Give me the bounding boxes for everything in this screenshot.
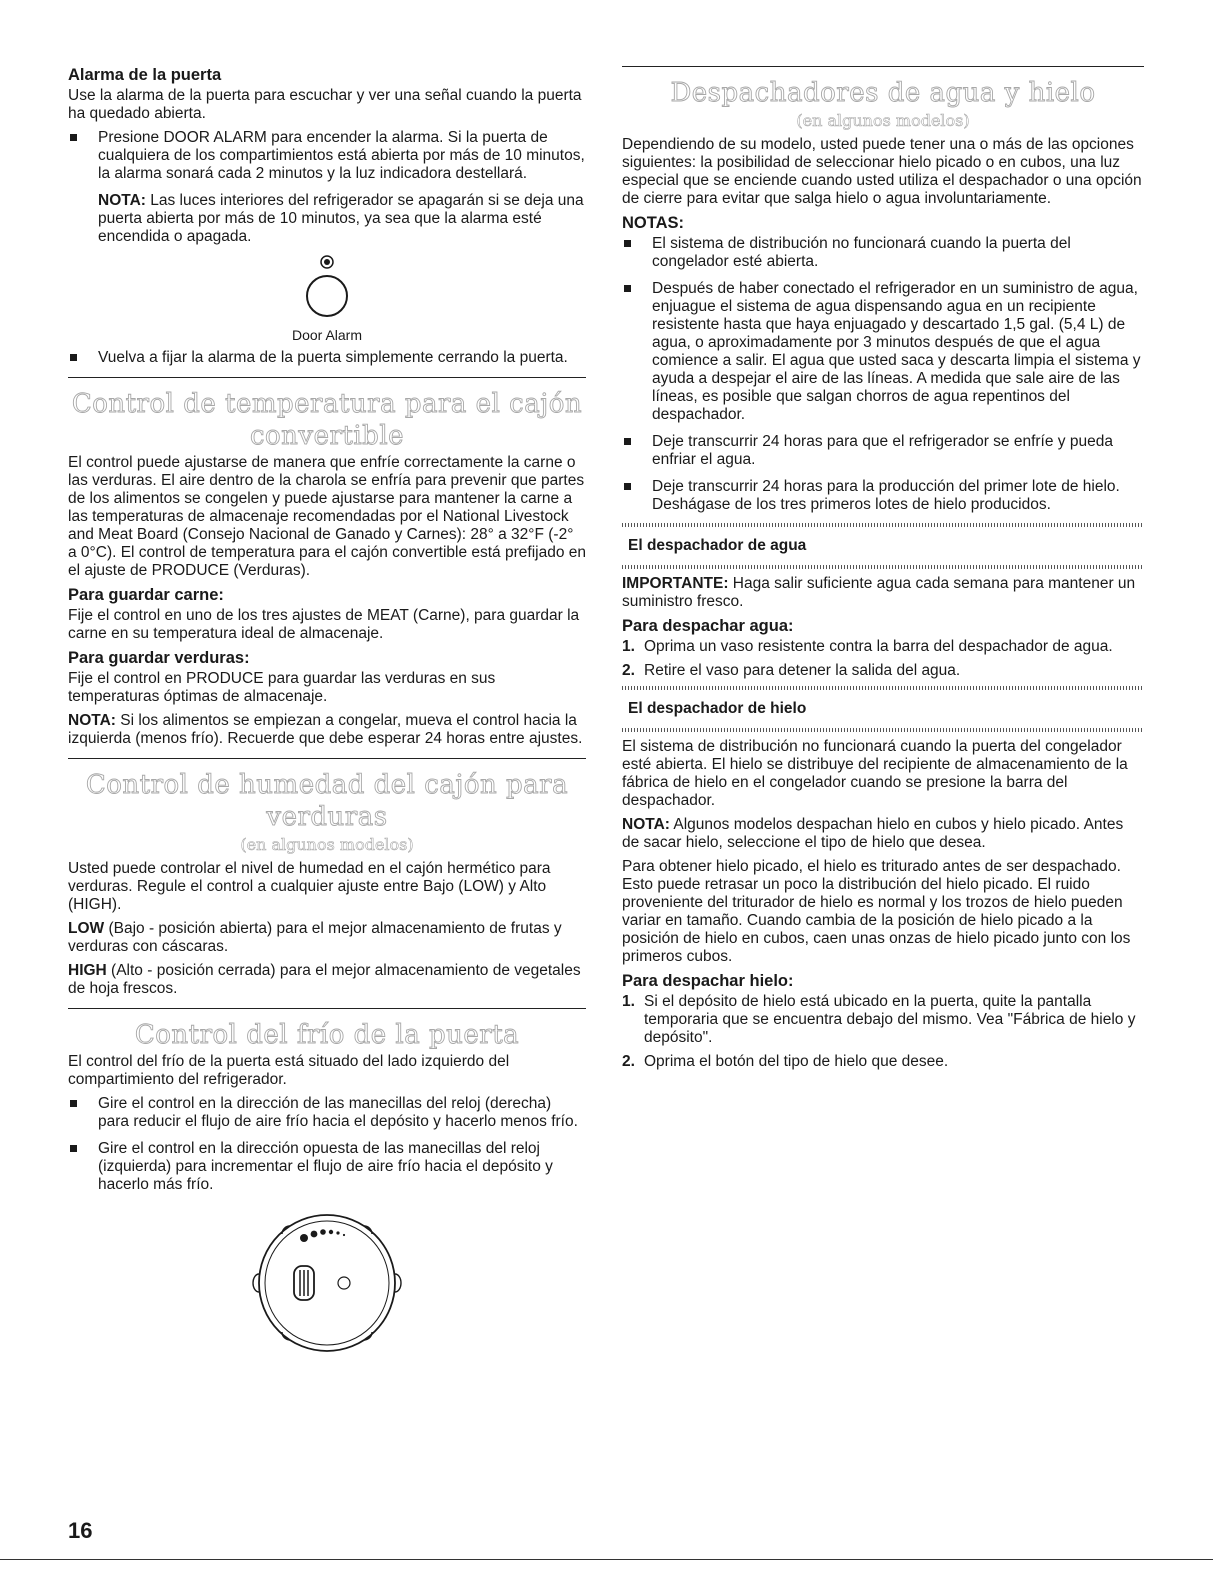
humid-section-title: Control de humedad del cajón para verduras — [85, 770, 569, 832]
dispenser-section-subtitle: (en algunos modelos) — [796, 111, 970, 130]
low-text: LOW (Bajo - posición abierta) para el mejor almacenamiento de frutas y verduras con cáscaras. — [68, 920, 562, 955]
notas-heading: NOTAS: — [622, 214, 685, 232]
ice-note: NOTA: Algunos modelos despachan hielo en cubos y hielo picado. Antes de sacar hielo, seleccione el tipo de hielo que desea. — [622, 816, 1124, 851]
alarm-title: Alarma de la puerta — [68, 66, 222, 84]
ice-dispenser-heading: El despachador de hielo — [628, 700, 807, 717]
nota-3: Deje transcurrir 24 horas para que el refrigerador se enfríe y pueda enfriar el agua. — [622, 433, 1144, 469]
humid-intro: Usted puede controlar el nivel de humedad en el cajón hermético para verduras. Regule el control a cualquier ajuste entre Bajo (LOW) y Alto (HIGH). — [68, 860, 551, 913]
water-steps — [622, 638, 1144, 680]
hatch-rule — [622, 523, 1144, 527]
veg-heading: Para guardar verduras: — [68, 649, 250, 667]
dispenser-intro: Dependiendo de su modelo, usted puede tener una o más de las opciones siguientes: la posibilidad de seleccionar hielo picado o en cubos, una luz especial que se enciende cuando usted utiliza el despachador o una opción de cierre para evitar que salga hielo o agua involuntariamente. — [622, 136, 1142, 207]
hatch-rule — [622, 686, 1144, 690]
right-column — [622, 62, 1144, 1077]
nota-1: El sistema de distribución no funcionará cuando la puerta del congelador esté abierta. — [622, 235, 1144, 271]
alarm-bullet-2: Vuelva a fijar la alarma de la puerta simplemente cerrando la puerta. — [68, 349, 586, 367]
nota-2: Después de haber conectado el refrigerador en un suministro de agua, enjuague el sistema de agua dispensando agua en un recipiente resistente hasta que haya enjuagado y descartado 1,5 gal. (5,4 L) de agua, o aproximadamente por 3 minutos después de que el agua comience a salir. El agua que usted saca y descarta limpia el sistema y ayuda a despejar el aire de las líneas. A medida que sale aire de las líneas, es posible que salgan chorros de agua repentinos del despachador. — [622, 280, 1144, 424]
cold-intro: El control del frío de la puerta está situado del lado izquierdo del compartimiento del refrigerador. — [68, 1053, 510, 1088]
water-dispenser-heading: El despachador de agua — [628, 537, 807, 554]
notas-list — [622, 235, 1144, 514]
alarm-note: NOTA: Las luces interiores del refrigerador se apagarán si se deja una puerta abierta por más de 10 minutos, ya sea que la alarma esté encendida o apagada. — [98, 192, 584, 245]
temp-note: NOTA: Si los alimentos se empiezan a congelar, mueva el control hacia la izquierda (menos frío). Recuerde que debe esperar 24 horas entre ajustes. — [68, 712, 583, 747]
door-alarm-figure — [68, 254, 586, 343]
ice-subheading: Para despachar hielo: — [622, 972, 794, 990]
page-number: 16 — [68, 1518, 93, 1543]
ice-crushed-text: Para obtener hielo picado, el hielo es triturado antes de ser despachado. Esto puede retrasar un poco la distribución del hielo picado. El ruido proveniente del triturador de hielo es normal y los trozos de hielo pueden variar en tamaño. Cuando cambia de la posición de hielo picado a la posición de hielo en cubos, caen unas onzas de hielo picado junto con los primeros cubos. — [622, 858, 1131, 965]
alarm-bullet-1: Presione DOOR ALARM para encender la alarma. Si la puerta de cualquiera de los compartimientos está abierta por más de 10 minutos, la alarma sonará cada 2 minutos y la luz indicadora destellará. — [68, 129, 586, 183]
nota-4: Deje transcurrir 24 horas para la producción del primer lote de hielo. Deshágase de los tres primeros lotes de hielo producidos. — [622, 478, 1144, 514]
temp-section-title: Control de temperatura para el cajón convertible — [71, 389, 583, 451]
divider — [68, 377, 586, 378]
water-step-2: 2. Retire el vaso para detener la salida del agua. — [622, 662, 961, 679]
ice-intro: El sistema de distribución no funcionará cuando la puerta del congelador esté abierta. El hielo se distribuye del recipiente de almacenamiento de la fábrica de hielo en el congelador cuando se presione la barra del despachador. — [622, 738, 1128, 809]
door-alarm-button-icon — [297, 254, 357, 318]
temp-intro: El control puede ajustarse de manera que enfríe correctamente la carne o las verduras. El aire dentro de la charola se enfría para prevenir que partes de los alimentos se congelen y puede ajustarse para mantener la carne a las temperaturas de almacenaje recomendadas por el National Livestock and Meat Board (Consejo Nacional de Ganado y Carnes): 28° a 32°F (-2° a 0°C). El control de temperatura para el cajón convertible está prefijado en el ajuste de PRODUCE (Verduras). — [68, 454, 586, 579]
divider — [68, 758, 586, 759]
cold-bullet-1: Gire el control en la dirección de las manecillas del reloj (derecha) para reducir el flujo de aire frío hacia el depósito y hacerlo menos frío. — [68, 1095, 586, 1131]
alarm-list — [68, 129, 586, 183]
ice-steps — [622, 993, 1144, 1071]
cold-list — [68, 1095, 586, 1194]
humid-section-subtitle: (en algunos modelos) — [240, 835, 414, 854]
ice-step-2: 2. Oprima el botón del tipo de hielo que desee. — [622, 1053, 949, 1070]
hatch-rule — [622, 565, 1144, 569]
high-text: HIGH (Alto - posición cerrada) para el mejor almacenamiento de vegetales de hoja frescos. — [68, 962, 581, 997]
dial-control-icon — [242, 1208, 412, 1358]
veg-text: Fije el control en PRODUCE para guardar las verduras en sus temperaturas óptimas de almacenaje. — [68, 670, 496, 705]
cold-control-figure — [68, 1208, 586, 1363]
alarm-intro: Use la alarma de la puerta para escuchar y ver una señal cuando la puerta ha quedado abierta. — [68, 87, 582, 122]
dispenser-section-title: Despachadores de agua y hielo — [670, 78, 1096, 108]
cold-section-title: Control del frío de la puerta — [134, 1020, 520, 1050]
door-alarm-label: Door Alarm — [291, 327, 363, 343]
meat-heading: Para guardar carne: — [68, 586, 224, 604]
hatch-rule — [622, 728, 1144, 732]
left-column — [68, 62, 586, 1363]
alarm-list-2 — [68, 349, 586, 367]
water-subheading: Para despachar agua: — [622, 617, 794, 635]
important-text: IMPORTANTE: Haga salir suficiente agua cada semana para mantener un suministro fresco. — [622, 575, 1136, 610]
meat-text: Fije el control en uno de los tres ajustes de MEAT (Carne), para guardar la carne en su temperatura ideal de almacenaje. — [68, 607, 580, 642]
divider — [68, 1008, 586, 1009]
ice-step-1: 1. Si el depósito de hielo está ubicado en la puerta, quite la pantalla temporaria que se encuentra debajo del mismo. Vea "Fábrica de hielo y depósito". — [622, 993, 1136, 1046]
divider — [622, 66, 1144, 67]
bottom-rule — [0, 1559, 1213, 1560]
water-step-1: 1. Oprima un vaso resistente contra la barra del despachador de agua. — [622, 638, 1113, 655]
cold-bullet-2: Gire el control en la dirección opuesta de las manecillas del reloj (izquierda) para incrementar el flujo de aire frío hacia el depósito y hacerlo más frío. — [68, 1140, 586, 1194]
